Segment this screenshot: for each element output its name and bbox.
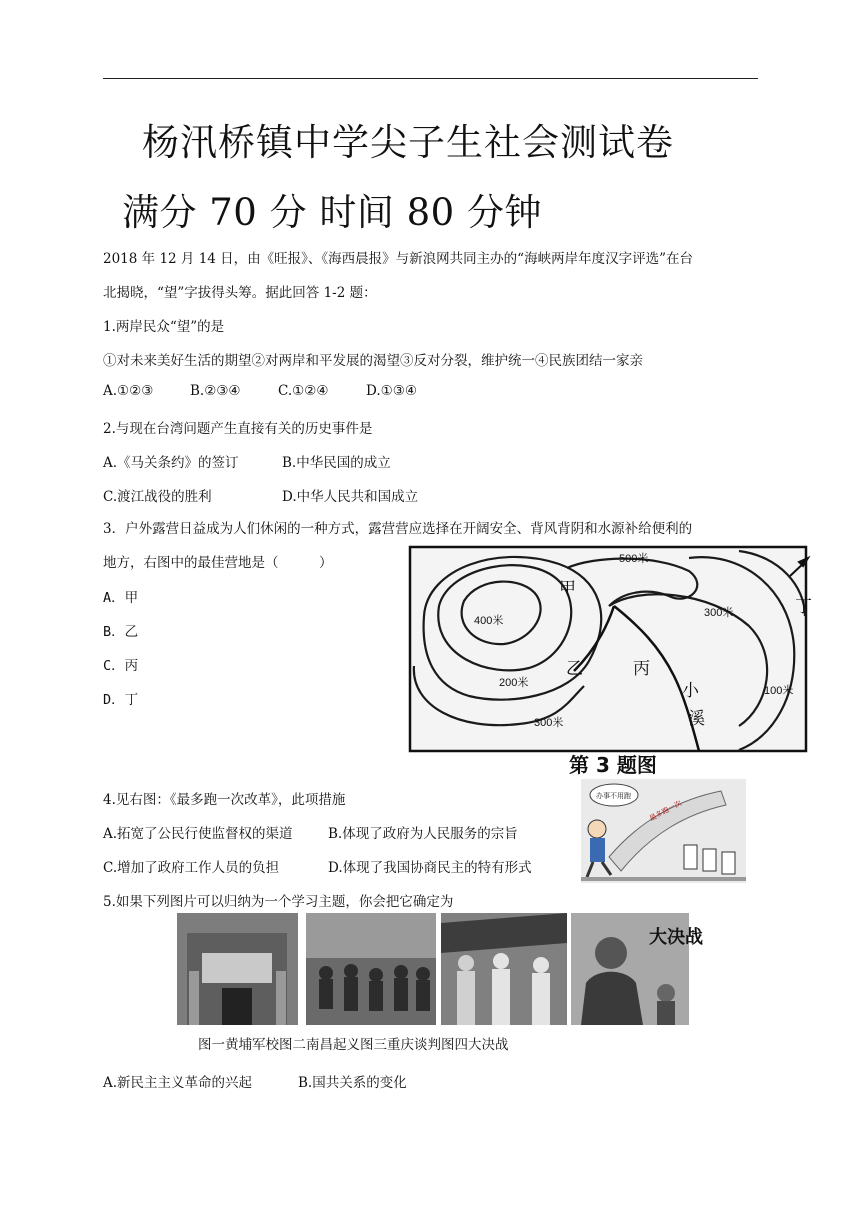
contour-label-500: 500米 (619, 553, 649, 565)
contour-map (409, 546, 825, 776)
q1-options (103, 383, 417, 399)
q3-option-b: B．乙 (103, 624, 139, 640)
reform-cartoon (581, 779, 746, 883)
photo-nanchang-uprising (306, 913, 436, 1025)
q1-option-d: D.①③④ (366, 383, 417, 399)
q3-option-a: A．甲 (103, 590, 139, 606)
q1-option-a: A.①②③ (103, 383, 154, 399)
q4-options-row2 (103, 856, 532, 876)
photo-chongqing-negotiation (441, 913, 567, 1025)
q2-option-d: D.中华人民共和国成立 (282, 489, 419, 505)
q3-option-c: C．丙 (103, 658, 139, 674)
contour-label-400: 400米 (474, 615, 504, 627)
intro-line-2: 北揭晓，“望”字拔得头筹。据此回答 1-2 题： (103, 285, 377, 301)
q5-option-a: A.新民主主义革命的兴起 (103, 1075, 253, 1091)
q4-option-b: B.体现了政府为人民服务的宗旨 (328, 826, 518, 842)
q5-photo-caption: 图一黄埔军校图二南昌起义图三重庆谈判图四大决战 (198, 1037, 509, 1053)
stream-label-2: 溪 (688, 709, 705, 729)
cartoon-banner: 最多跑一次 (648, 799, 683, 823)
photo4-title: 大决战 (649, 927, 703, 948)
contour-label-300-bottom: 300米 (534, 717, 564, 729)
cartoon-bubble: 办事不用跑 (596, 792, 631, 800)
intro-line-1: 2018 年 12 月 14 日，由《旺报》、《海西晨报》与新浪网共同主办的“海峡两岸年度汉字评选”在台 (103, 251, 693, 267)
contour-label-200: 200米 (499, 677, 529, 689)
q3-stem-line-1: 3．户外露营日益成为人们休闲的一种方式，露营营应选择在开阔安全、背风背阴和水源补给便利的 (103, 521, 693, 537)
point-yi: 乙 (566, 659, 583, 679)
contour-label-300-right: 300米 (704, 607, 734, 619)
contour-label-100: 100米 (764, 685, 794, 697)
q2-option-b: B.中华民国的成立 (282, 455, 391, 471)
q3-option-d: D．丁 (103, 692, 139, 708)
q2-options-row2 (103, 485, 418, 505)
q4-option-a: A.拓宽了公民行使监督权的渠道 (103, 826, 293, 842)
point-jia: 甲 (559, 579, 576, 599)
q2-options-row1 (103, 451, 391, 471)
q1-option-b: B.②③④ (190, 383, 241, 399)
contour-map-figure (409, 546, 825, 776)
q5-options (103, 1071, 407, 1091)
map-caption: 第 3 题图 (569, 753, 657, 777)
q4-option-d: D.体现了我国协商民主的特有形式 (328, 860, 532, 876)
point-bing: 丙 (633, 659, 650, 679)
q4-stem: 4.见右图：《最多跑一次改革》，此项措施 (103, 792, 346, 808)
q2-option-c: C.渡江战役的胜利 (103, 489, 212, 505)
photo-whampoa-academy (177, 913, 298, 1025)
q1-option-c: C.①②④ (278, 383, 329, 399)
q2-stem: 2.与现在台湾问题产生直接有关的历史事件是 (103, 421, 373, 437)
header-rule (103, 78, 758, 79)
q3-stem-line-2: 地方，右图中的最佳营地是（ ） (103, 555, 333, 571)
page-subtitle: 满分 70 分 时间 80 分钟 (122, 191, 542, 234)
cartoon-drawing (581, 779, 746, 883)
q1-stem: 1.两岸民众“望”的是 (103, 319, 225, 335)
photo-great-battles (571, 913, 703, 1025)
q5-stem: 5.如果下列图片可以归纳为一个学习主题，你会把它确定为 (103, 894, 454, 910)
stream-label-1: 小 (682, 681, 699, 701)
q4-option-c: C.增加了政府工作人员的负担 (103, 860, 280, 876)
q2-option-a: A.《马关条约》的签订 (103, 455, 239, 471)
q4-options-row1 (103, 822, 518, 842)
q1-statements: ①对未来美好生活的期望②对两岸和平发展的渴望③反对分裂，维护统一④民族团结一家亲 (103, 353, 643, 369)
q5-option-b: B.国共关系的变化 (298, 1075, 407, 1091)
point-ding: 丁 (795, 597, 812, 617)
page-title: 杨汛桥镇中学尖子生社会测试卷 (142, 121, 674, 164)
